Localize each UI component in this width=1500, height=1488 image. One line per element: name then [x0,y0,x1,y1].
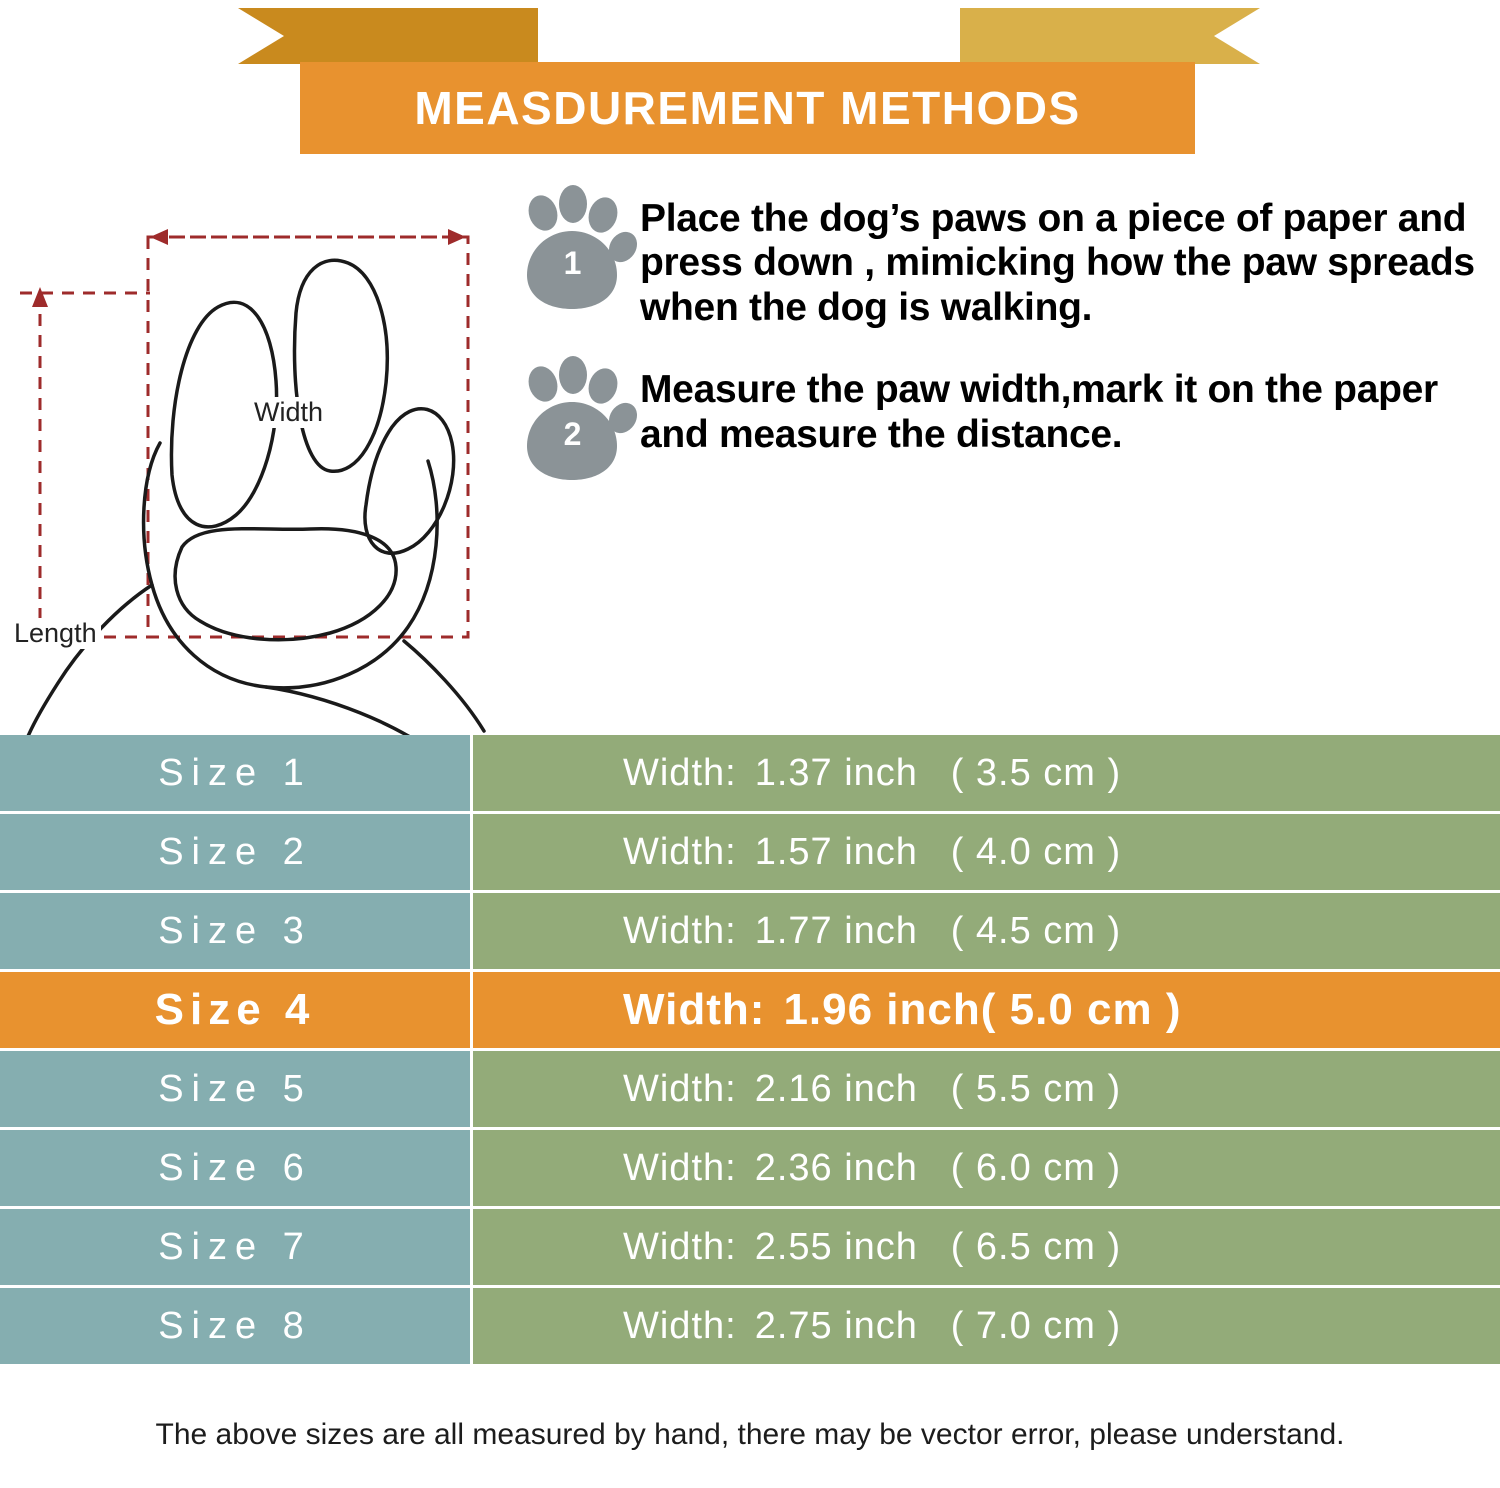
width-word: Width: [623,985,766,1034]
width-cm: ( 6.5 cm ) [950,1225,1122,1268]
table-row [0,1129,1500,1208]
table-row [0,1208,1500,1287]
size-label: Size 8 [0,1287,472,1366]
width-cm: ( 5.5 cm ) [950,1067,1122,1110]
ribbon-right-icon [960,8,1260,64]
width-value [472,892,1500,971]
size-label: Size 2 [0,813,472,892]
step-badge-2 [505,356,640,486]
measurement-illustration-section [0,175,1500,735]
width-word: Width: [623,1146,737,1189]
width-word: Width: [623,909,737,952]
width-word: Width: [623,1225,737,1268]
size-label: Size 1 [0,735,472,813]
width-inch: 1.37 inch [754,751,918,794]
size-table-body [0,735,1500,1366]
width-word: Width: [623,830,737,873]
paw-outline-icon [0,175,520,735]
step-text-1: Place the dog’s paws on a piece of paper and press down , mimicking how the paw spreads when the dog is walking. [640,197,1475,329]
width-cm: ( 3.5 cm ) [950,751,1122,794]
width-inch: 2.36 inch [754,1146,918,1189]
header-banner [0,0,1500,175]
table-row [0,813,1500,892]
width-word: Width: [623,751,737,794]
size-label: Size 7 [0,1208,472,1287]
width-value [472,813,1500,892]
table-row-highlighted [0,971,1500,1050]
table-row [0,735,1500,813]
size-label: Size 3 [0,892,472,971]
width-inch: 2.55 inch [754,1225,918,1268]
paw-diagram [0,175,520,735]
width-label: Width [248,397,329,428]
step-number-1: 1 [563,244,582,281]
width-value [472,971,1500,1050]
size-table [0,735,1500,1367]
width-cm: ( 5.0 cm ) [980,985,1182,1034]
step-text-2: Measure the paw width,mark it on the paper and measure the distance. [640,368,1438,456]
width-value [472,1208,1500,1287]
length-label: Length [10,618,101,649]
width-value [472,1129,1500,1208]
step-badge-1 [505,185,640,315]
steps-list [505,185,1490,512]
width-inch: 2.75 inch [754,1304,918,1347]
table-row [0,1287,1500,1366]
width-word: Width: [623,1067,737,1110]
width-inch: 1.77 inch [754,909,918,952]
width-inch: 1.57 inch [754,830,918,873]
page-title-text: MEASDUREMENT METHODS [414,82,1081,134]
step-item-1 [505,185,1490,330]
width-value [472,1287,1500,1366]
ribbon-left-icon [238,8,538,64]
width-value [472,1050,1500,1129]
table-row [0,1050,1500,1129]
page-title [300,62,1195,154]
width-cm: ( 4.5 cm ) [950,909,1122,952]
step-number-2: 2 [563,415,582,452]
width-word: Width: [623,1304,737,1347]
size-label: Size 4 [0,971,472,1050]
table-row [0,892,1500,971]
width-value [472,735,1500,813]
size-label: Size 5 [0,1050,472,1129]
width-inch: 1.96 inch [783,985,981,1034]
width-cm: ( 6.0 cm ) [950,1146,1122,1189]
width-cm: ( 7.0 cm ) [950,1304,1122,1347]
size-label: Size 6 [0,1129,472,1208]
width-cm: ( 4.0 cm ) [950,830,1122,873]
width-inch: 2.16 inch [754,1067,918,1110]
footnote: The above sizes are all measured by hand, there may be vector error, please understand. [155,1418,1345,1451]
step-item-2 [505,356,1490,486]
